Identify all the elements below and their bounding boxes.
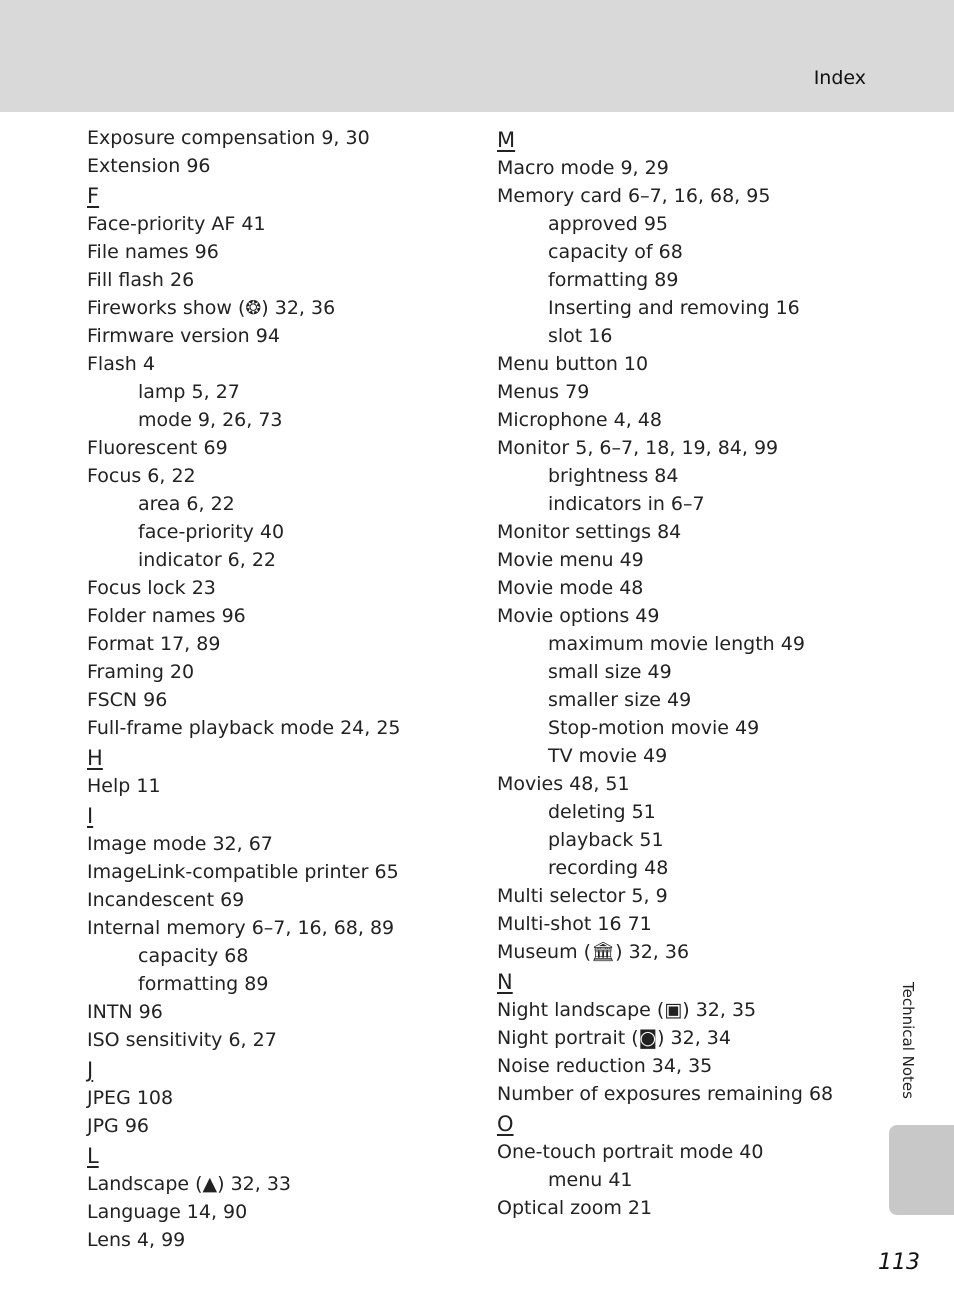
index-entry: Movie options 49 <box>497 605 660 627</box>
section-letter: L <box>87 1144 99 1168</box>
index-entry: Fireworks show (❂) 32, 36 <box>87 297 336 319</box>
index-entry: Number of exposures remaining 68 <box>497 1083 834 1105</box>
index-subentry: capacity of 68 <box>548 241 683 263</box>
section-tab[interactable] <box>889 1125 954 1215</box>
index-entry: JPEG 108 <box>87 1087 174 1109</box>
index-subentry: formatting 89 <box>548 269 679 291</box>
index-entry: Movie menu 49 <box>497 549 644 571</box>
index-subentry: maximum movie length 49 <box>548 633 805 655</box>
index-entry: Fluorescent 69 <box>87 437 228 459</box>
index-entry: Night landscape (▣) 32, 35 <box>497 999 757 1021</box>
index-subentry: Stop-motion movie 49 <box>548 717 760 739</box>
index-subentry: brightness 84 <box>548 465 679 487</box>
index-subentry: TV movie 49 <box>548 745 668 767</box>
side-label <box>897 982 917 1112</box>
index-subentry: lamp 5, 27 <box>138 381 240 403</box>
index-entry: Face-priority AF 41 <box>87 213 266 235</box>
index-entry: Optical zoom 21 <box>497 1197 653 1219</box>
index-entry: Image mode 32, 67 <box>87 833 273 855</box>
section-letter: F <box>87 184 100 208</box>
index-entry: Focus 6, 22 <box>87 465 196 487</box>
index-entry: Menus 79 <box>497 381 590 403</box>
index-subentry: slot 16 <box>548 325 613 347</box>
section-letter: M <box>497 128 516 152</box>
index-entry: Memory card 6–7, 16, 68, 95 <box>497 185 771 207</box>
page-title: Index <box>813 67 866 89</box>
index-subentry: capacity 68 <box>138 945 249 967</box>
index-entry: Extension 96 <box>87 155 211 177</box>
index-entry: Macro mode 9, 29 <box>497 157 669 179</box>
index-subentry: indicators in 6–7 <box>548 493 705 515</box>
index-entry: Flash 4 <box>87 353 155 375</box>
index-subentry: indicator 6, 22 <box>138 549 277 571</box>
page-number: 113 <box>878 1250 920 1275</box>
index-entry: Internal memory 6–7, 16, 68, 89 <box>87 917 395 939</box>
index-entry: Exposure compensation 9, 30 <box>87 127 370 149</box>
section-letter: I <box>87 804 94 828</box>
index-entry: ImageLink-compatible printer 65 <box>87 861 399 883</box>
section-letter: N <box>497 970 513 994</box>
index-entry: Monitor settings 84 <box>497 521 682 543</box>
index-subentry: deleting 51 <box>548 801 656 823</box>
index-entry: Language 14, 90 <box>87 1201 248 1223</box>
index-subentry: Inserting and removing 16 <box>548 297 800 319</box>
index-entry: Multi-shot 16 71 <box>497 913 652 935</box>
index-entry: FSCN 96 <box>87 689 168 711</box>
index-entry: Folder names 96 <box>87 605 246 627</box>
index-entry: Microphone 4, 48 <box>497 409 662 431</box>
index-entry: Format 17, 89 <box>87 633 221 655</box>
section-letter: H <box>87 746 103 770</box>
index-entry: Noise reduction 34, 35 <box>497 1055 713 1077</box>
index-entry: Firmware version 94 <box>87 325 280 347</box>
index-column-right <box>497 124 857 1222</box>
index-entry: JPG 96 <box>87 1115 150 1137</box>
index-entry: Full-frame playback mode 24, 25 <box>87 717 401 739</box>
index-entry: Night portrait (◙) 32, 34 <box>497 1027 731 1049</box>
index-entry: ISO sensitivity 6, 27 <box>87 1029 277 1051</box>
index-subentry: recording 48 <box>548 857 669 879</box>
index-subentry: area 6, 22 <box>138 493 235 515</box>
index-entry: File names 96 <box>87 241 219 263</box>
index-entry: Framing 20 <box>87 661 195 683</box>
index-subentry: playback 51 <box>548 829 664 851</box>
side-label-text: Technical Notes <box>899 982 917 1099</box>
index-entry: Help 11 <box>87 775 161 797</box>
index-entry: Multi selector 5, 9 <box>497 885 668 907</box>
index-entry: Museum (🏛) 32, 36 <box>497 941 690 963</box>
section-letter: J <box>87 1058 94 1082</box>
section-letter: O <box>497 1112 514 1136</box>
index-entry: Focus lock 23 <box>87 577 216 599</box>
index-entry: Lens 4, 99 <box>87 1229 186 1251</box>
index-entry: Incandescent 69 <box>87 889 245 911</box>
index-entry: Movies 48, 51 <box>497 773 630 795</box>
index-subentry: face-priority 40 <box>138 521 285 543</box>
index-entry: Menu button 10 <box>497 353 649 375</box>
index-subentry: smaller size 49 <box>548 689 692 711</box>
index-entry: Monitor 5, 6–7, 18, 19, 84, 99 <box>497 437 779 459</box>
index-entry: One-touch portrait mode 40 <box>497 1141 764 1163</box>
index-entry: Landscape (▲) 32, 33 <box>87 1173 292 1195</box>
index-entry: Movie mode 48 <box>497 577 644 599</box>
index-subentry: formatting 89 <box>138 973 269 995</box>
index-entry: Fill flash 26 <box>87 269 195 291</box>
index-subentry: small size 49 <box>548 661 672 683</box>
index-entry: INTN 96 <box>87 1001 163 1023</box>
index-subentry: menu 41 <box>548 1169 633 1191</box>
index-subentry: approved 95 <box>548 213 668 235</box>
index-column-left <box>87 124 467 1254</box>
page-header <box>0 0 954 112</box>
index-subentry: mode 9, 26, 73 <box>138 409 283 431</box>
